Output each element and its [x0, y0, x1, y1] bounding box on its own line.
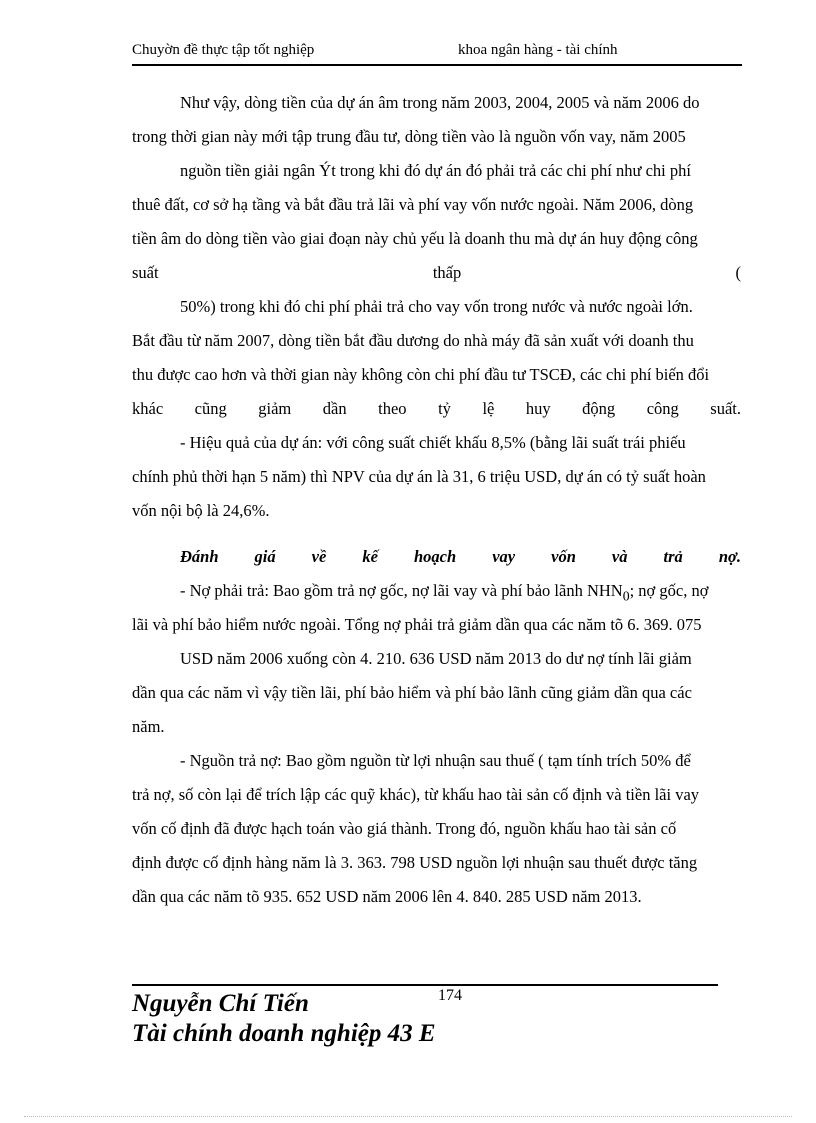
- page-header: [132, 42, 742, 66]
- text-line: suất thấp (: [132, 263, 741, 282]
- author-name: Nguyễn Chí Tiến: [132, 990, 309, 1017]
- text-line: Bắt đầu từ năm 2007, dòng tiền bắt đầu dương do nhà máy đã sản xuất với doanh thu: [132, 331, 694, 350]
- subscript: 0: [622, 588, 630, 604]
- text-segment: - Nợ phải trả: Bao gồm trả nợ gốc, nợ lãi vay và phí bảo lãnh NHN: [180, 581, 623, 600]
- text-line: trả nợ, số còn lại để trích lập các quỹ khác), từ khấu hao tài sản cố định và tiền lãi vay: [132, 785, 700, 804]
- body-text: [132, 86, 741, 914]
- text-line: vốn cố định đã được hạch toán vào giá thành. Trong đó, nguồn khấu hao tài sản cố: [132, 819, 677, 838]
- text-line: - Nguồn trả nợ: Bao gồm nguồn từ lợi nhuận sau thuế ( tạm tính trích 50% để: [180, 751, 691, 770]
- paragraph-gap: [132, 528, 741, 540]
- text-line: lãi và phí bảo hiểm nước ngoài. Tổng nợ phải trả giảm dần qua các năm tõ 6. 369. 075: [132, 615, 702, 634]
- text-line: USD năm 2006 xuống còn 4. 210. 636 USD năm 2013 do dư nợ tính lãi giảm: [180, 649, 692, 668]
- footer-divider: [132, 984, 718, 986]
- header-left-text: Chuyờn đề thực tập tốt nghiệp: [132, 42, 315, 58]
- page-edge: [24, 1116, 792, 1117]
- page-number: 174: [438, 987, 462, 1004]
- text-line: - Hiệu quả của dự án: với công suất chiết khấu 8,5% (bằng lãi suất trái phiếu: [180, 433, 686, 452]
- text-line: [132, 574, 741, 608]
- text-line: Như vậy, dòng tiền của dự án âm trong năm 2003, 2004, 2005 và năm 2006 do: [180, 93, 700, 112]
- text-line: vốn nội bộ là 24,6%.: [132, 501, 270, 520]
- text-line: trong thời gian này mới tập trung đầu tư, dòng tiền vào là nguồn vốn vay, năm 2005: [132, 127, 686, 146]
- section-heading: Đánh giá về kế hoạch vay vốn và trả nợ.: [180, 547, 741, 566]
- text-line: dần qua các năm tõ 935. 652 USD năm 2006 lên 4. 840. 285 USD năm 2013.: [132, 887, 642, 906]
- text-line: nguồn tiền giải ngân Ýt trong khi đó dự án đó phải trả các chi phí như chi phí: [180, 161, 691, 180]
- author-class: Tài chính doanh nghiệp 43 E: [132, 1020, 436, 1047]
- header-right-text: khoa ngân hàng - tài chính: [458, 42, 618, 58]
- text-line: dần qua các năm vì vậy tiền lãi, phí bảo hiểm và phí bảo lãnh cũng giảm dần qua các: [132, 683, 692, 702]
- text-line: năm.: [132, 717, 165, 736]
- text-line: định được cố định hàng năm là 3. 363. 798 USD nguồn lợi nhuận sau thuết được tăng: [132, 853, 698, 872]
- text-line: khác cũng giảm dần theo tỷ lệ huy động công suất.: [132, 399, 741, 418]
- text-line: chính phủ thời hạn 5 năm) thì NPV của dự án là 31, 6 triệu USD, dự án có tỷ suất hoàn: [132, 467, 706, 486]
- text-line: 50%) trong khi đó chi phí phải trả cho vay vốn trong nước và nước ngoài lớn.: [180, 297, 693, 316]
- text-line: thu được cao hơn và thời gian này không còn chi phí đầu tư TSCĐ, các chi phí biến đổi: [132, 365, 710, 384]
- text-line: tiền âm do dòng tiền vào giai đoạn này chủ yếu là doanh thu mà dự án huy động công: [132, 229, 698, 248]
- text-line: thuê đất, cơ sở hạ tầng và bắt đầu trả lãi và phí vay vốn nước ngoài. Năm 2006, dòng: [132, 195, 694, 214]
- text-segment: ; nợ gốc, nợ: [629, 581, 709, 600]
